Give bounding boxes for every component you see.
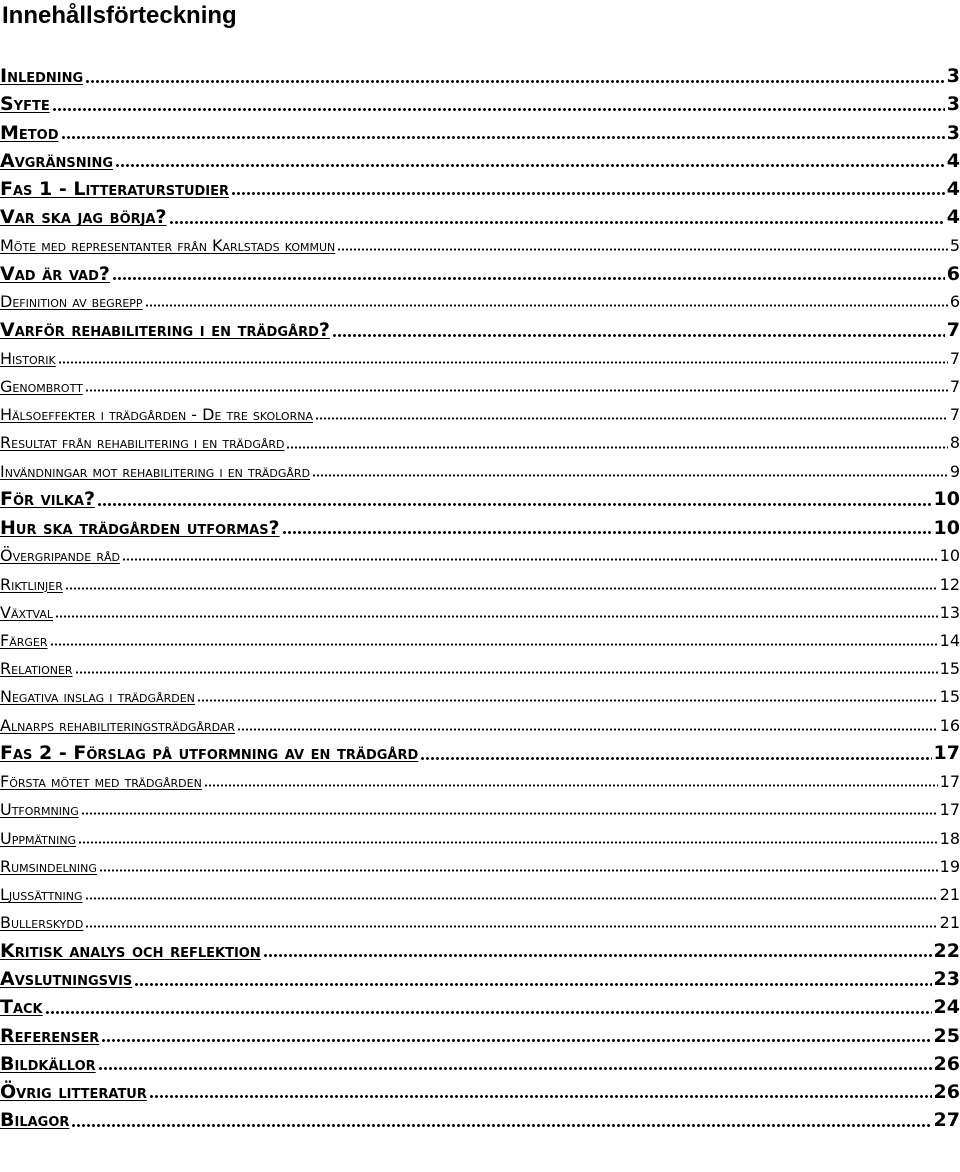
toc-entry-page-number: 22 bbox=[933, 939, 960, 962]
toc-entry-page-number: 19 bbox=[939, 856, 960, 876]
dot-leader bbox=[58, 349, 948, 368]
toc-entry-page-number: 10 bbox=[939, 546, 960, 566]
toc-entry-title: Tack bbox=[0, 996, 43, 1019]
toc-entry-page-number: 7 bbox=[949, 377, 960, 397]
dot-leader bbox=[237, 716, 938, 735]
toc-entry-page-number: 18 bbox=[939, 828, 960, 848]
toc-entry-title: Färger bbox=[0, 630, 48, 650]
toc-entry-page-number: 15 bbox=[939, 687, 960, 707]
dot-leader bbox=[98, 1052, 932, 1075]
dot-leader bbox=[45, 996, 932, 1019]
dot-leader bbox=[282, 516, 932, 539]
dot-leader bbox=[71, 1109, 931, 1132]
toc-entry-title: Syfte bbox=[0, 93, 50, 116]
toc-entry-title: Bilagor bbox=[0, 1109, 70, 1132]
toc-entry-title: Utformning bbox=[0, 800, 79, 820]
toc-entry-page-number: 4 bbox=[946, 149, 960, 172]
toc-entry[interactable] bbox=[0, 598, 960, 626]
toc-entry-title: Bildkällor bbox=[0, 1052, 96, 1075]
toc-entry[interactable] bbox=[0, 203, 960, 231]
toc-entry-title: Avgränsning bbox=[0, 149, 114, 172]
dot-leader bbox=[197, 687, 938, 706]
toc-entry-page-number: 15 bbox=[939, 659, 960, 679]
toc-entry[interactable] bbox=[0, 626, 960, 654]
toc-entry-title: För vilka? bbox=[0, 488, 95, 511]
toc-entry-title: Alnarps rehabiliteringsträdgårdar bbox=[0, 715, 236, 735]
dot-leader bbox=[99, 857, 938, 876]
toc-entry[interactable] bbox=[0, 1078, 960, 1106]
toc-entry-title: Hur ska trädgården utformas? bbox=[0, 516, 280, 539]
toc-entry[interactable] bbox=[0, 90, 960, 118]
toc-entry-page-number: 27 bbox=[933, 1109, 960, 1132]
toc-entry-title: Referenser bbox=[0, 1024, 100, 1047]
toc-entry-page-number: 17 bbox=[933, 742, 960, 765]
toc-entry[interactable] bbox=[0, 316, 960, 344]
dot-leader bbox=[169, 206, 945, 229]
dot-leader bbox=[52, 93, 945, 116]
toc-entry-page-number: 17 bbox=[939, 800, 960, 820]
toc-entry-title: Kritisk analys och reflektion bbox=[0, 939, 261, 962]
dot-leader bbox=[286, 433, 947, 452]
toc-entry[interactable] bbox=[0, 429, 960, 457]
toc-entry-title: Uppmätning bbox=[0, 828, 77, 848]
dot-leader bbox=[115, 149, 945, 172]
toc-entry-title: Resultat från rehabilitering i en trädgård bbox=[0, 433, 285, 453]
dot-leader bbox=[65, 574, 938, 593]
toc-entry-page-number: 3 bbox=[946, 121, 960, 144]
toc-entry-title: Fas 2 - Förslag på utformning av en trädgård bbox=[0, 742, 419, 765]
toc-entry-title: Hälsoeffekter i trädgården - De tre skolorna bbox=[0, 405, 313, 425]
toc-entry-title: Övergripande råd bbox=[0, 546, 120, 566]
toc-entry-title: Bullerskydd bbox=[0, 913, 84, 933]
dot-leader bbox=[204, 772, 938, 791]
toc-entry-title: Vad är vad? bbox=[0, 262, 110, 285]
toc-entry[interactable] bbox=[0, 1050, 960, 1078]
toc-entry[interactable] bbox=[0, 147, 960, 175]
toc-entry[interactable] bbox=[0, 485, 960, 513]
toc-entry-page-number: 6 bbox=[949, 292, 960, 312]
toc-entry-page-number: 7 bbox=[949, 348, 960, 368]
dot-leader bbox=[85, 65, 945, 88]
toc-entry-title: Relationer bbox=[0, 659, 73, 679]
dot-leader bbox=[312, 462, 948, 481]
toc-entry-title: Möte med representanter från Karlstads kommun bbox=[0, 235, 336, 255]
dot-leader bbox=[97, 488, 932, 511]
toc-entry-page-number: 7 bbox=[946, 319, 960, 342]
toc-entry-title: Ljussättning bbox=[0, 884, 83, 904]
toc-entry-page-number: 10 bbox=[933, 516, 960, 539]
toc-entry-title: Metod bbox=[0, 121, 59, 144]
toc-entry[interactable] bbox=[0, 542, 960, 570]
dot-leader bbox=[61, 121, 945, 144]
toc-entry[interactable] bbox=[0, 118, 960, 146]
toc-entry[interactable] bbox=[0, 937, 960, 965]
toc-entry-page-number: 7 bbox=[949, 405, 960, 425]
toc-entry-page-number: 24 bbox=[933, 996, 960, 1019]
toc-entry-page-number: 26 bbox=[933, 1052, 960, 1075]
toc-entry[interactable] bbox=[0, 514, 960, 542]
toc-entry-page-number: 6 bbox=[946, 262, 960, 285]
toc-entry-page-number: 12 bbox=[939, 574, 960, 594]
dot-leader bbox=[315, 405, 948, 424]
dot-leader bbox=[134, 968, 931, 991]
toc-entry-page-number: 16 bbox=[939, 715, 960, 735]
toc-entry-title: Riktlinjer bbox=[0, 574, 63, 594]
dot-leader bbox=[145, 292, 948, 311]
toc-entry-page-number: 23 bbox=[933, 968, 960, 991]
toc-entry-title: Första mötet med trädgården bbox=[0, 772, 202, 792]
toc-entry-title: Avslutningsvis bbox=[0, 968, 133, 991]
toc-entry-title: Varför rehabilitering i en trädgård? bbox=[0, 319, 330, 342]
toc-entry-page-number: 17 bbox=[939, 772, 960, 792]
toc-entry-page-number: 3 bbox=[946, 65, 960, 88]
dot-leader bbox=[101, 1024, 931, 1047]
toc-entry-title: Invändningar mot rehabilitering i en trädgård bbox=[0, 461, 311, 481]
toc-entry-page-number: 21 bbox=[939, 913, 960, 933]
toc-entry[interactable] bbox=[0, 457, 960, 485]
toc-entry[interactable] bbox=[0, 570, 960, 598]
toc-entry-title: Rumsindelning bbox=[0, 856, 97, 876]
toc-entry[interactable] bbox=[0, 372, 960, 400]
toc-entry-title: Var ska jag börja? bbox=[0, 206, 167, 229]
toc-entry-page-number: 5 bbox=[949, 235, 960, 255]
toc-entry-page-number: 25 bbox=[933, 1024, 960, 1047]
toc-entry-page-number: 8 bbox=[949, 433, 960, 453]
dot-leader bbox=[149, 1081, 932, 1104]
toc-entry[interactable] bbox=[0, 260, 960, 288]
page-title: Innehållsförteckning bbox=[2, 2, 237, 29]
toc-entry[interactable] bbox=[0, 767, 960, 795]
toc-entry-page-number: 4 bbox=[946, 206, 960, 229]
toc-entry[interactable] bbox=[0, 401, 960, 429]
toc-entry[interactable] bbox=[0, 965, 960, 993]
toc-entry-page-number: 9 bbox=[949, 461, 960, 481]
toc-entry[interactable] bbox=[0, 175, 960, 203]
toc-entry-page-number: 14 bbox=[939, 630, 960, 650]
toc-entry-page-number: 10 bbox=[933, 488, 960, 511]
toc-entry[interactable] bbox=[0, 288, 960, 316]
dot-leader bbox=[85, 913, 937, 932]
dot-leader bbox=[50, 631, 938, 650]
dot-leader bbox=[85, 885, 938, 904]
toc-entry-page-number: 13 bbox=[939, 602, 960, 622]
toc-entry[interactable] bbox=[0, 852, 960, 880]
toc-entry-title: Negativa inslag i trädgården bbox=[0, 687, 195, 707]
toc-entry[interactable] bbox=[0, 909, 960, 937]
toc-entry-title: Historik bbox=[0, 348, 56, 368]
dot-leader bbox=[85, 377, 948, 396]
toc-entry[interactable] bbox=[0, 880, 960, 908]
toc-entry[interactable] bbox=[0, 711, 960, 739]
toc-entry[interactable] bbox=[0, 655, 960, 683]
dot-leader bbox=[231, 178, 945, 201]
toc-entry-title: Definition av begrepp bbox=[0, 292, 143, 312]
dot-leader bbox=[112, 262, 945, 285]
toc-entry[interactable] bbox=[0, 344, 960, 372]
dot-leader bbox=[122, 546, 938, 565]
toc-entry-title: Fas 1 - Litteraturstudier bbox=[0, 177, 230, 200]
toc-entry-page-number: 3 bbox=[946, 93, 960, 116]
dot-leader bbox=[337, 236, 948, 255]
toc-entry[interactable] bbox=[0, 824, 960, 852]
toc-entry[interactable] bbox=[0, 739, 960, 767]
toc-entry[interactable] bbox=[0, 62, 960, 90]
dot-leader bbox=[55, 603, 938, 622]
toc-entry[interactable] bbox=[0, 1106, 960, 1134]
toc-entry-page-number: 21 bbox=[939, 884, 960, 904]
toc-entry-title: Genombrott bbox=[0, 377, 83, 397]
dot-leader bbox=[81, 800, 938, 819]
dot-leader bbox=[332, 319, 945, 342]
toc-entry[interactable] bbox=[0, 231, 960, 259]
table-of-contents bbox=[0, 62, 960, 1134]
toc-entry-title: Växtval bbox=[0, 602, 54, 622]
toc-entry-page-number: 4 bbox=[946, 177, 960, 200]
dot-leader bbox=[263, 939, 932, 962]
toc-entry[interactable] bbox=[0, 1021, 960, 1049]
toc-entry-page-number: 26 bbox=[933, 1080, 960, 1103]
toc-entry-title: Inledning bbox=[0, 65, 84, 88]
dot-leader bbox=[420, 742, 931, 765]
toc-entry[interactable] bbox=[0, 796, 960, 824]
toc-entry-title: Övrig litteratur bbox=[0, 1080, 147, 1103]
toc-entry[interactable] bbox=[0, 683, 960, 711]
toc-entry[interactable] bbox=[0, 993, 960, 1021]
dot-leader bbox=[75, 659, 938, 678]
dot-leader bbox=[78, 828, 938, 847]
